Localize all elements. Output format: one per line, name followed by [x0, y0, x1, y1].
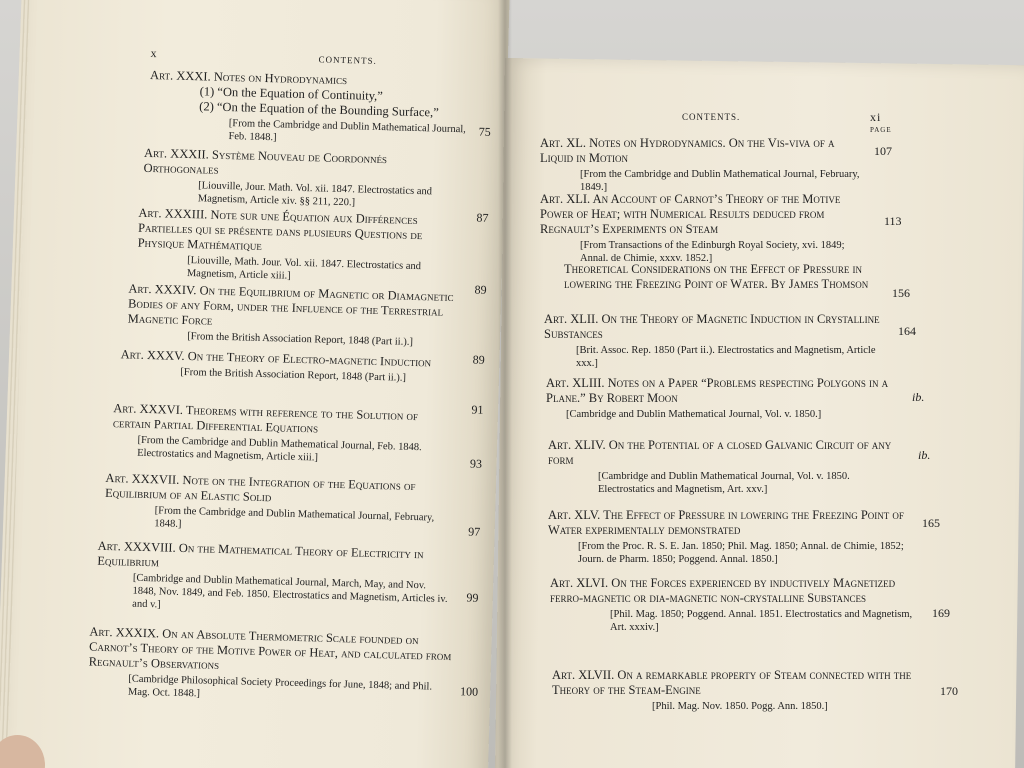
- entry-page: 75: [478, 124, 491, 139]
- entry-page: 97: [468, 524, 481, 539]
- left-entry-39: [88, 625, 455, 708]
- right-page-number: xi: [870, 110, 882, 124]
- entry-page: 165: [922, 516, 940, 530]
- right-entry-47: [552, 668, 932, 713]
- entry-reference: [Cambridge Philosophical Society Proceedings for June, 1848; and Phil. Mag. Oct. 1848.]: [127, 673, 433, 700]
- right-entry-44: [548, 438, 893, 496]
- entry-page: 170: [940, 684, 958, 698]
- left-entry-32: [143, 146, 464, 212]
- entry-reference: [From Transactions of the Edinburgh Royal Society, xvi. 1849; Annal. de Chimie, xxxv. 1852.]: [580, 240, 845, 264]
- entry-page: 169: [932, 606, 950, 620]
- right-entry-45: [548, 508, 920, 566]
- entry-title: Art. XXXVI. Theorems with reference to the Solution of certain Partial Differential Equations: [112, 401, 419, 436]
- left-entry-35: [120, 347, 461, 386]
- entry-reference: [From the Cambridge and Dublin Mathematical Journal, Feb. 1848.]: [228, 118, 466, 144]
- right-entry-40: [540, 136, 870, 194]
- entry-title: Art. XXXI. Notes on Hydrodynamics: [149, 67, 348, 88]
- entry-reference: [Cambridge and Dublin Mathematical Journal, March, May, and Nov. 1848, Nov. 1849, and Feb. 1850. Electrostatics and Magnetism, Articles iv. and v.]: [132, 572, 448, 611]
- entry-subline: (2) “On the Equation of the Bounding Surface,”: [199, 99, 439, 120]
- entry-title: Art. XXXIII. Note sur une Équation aux Différences Partielles qui se présente dans plusieurs Questions de Physique Mathématique: [137, 205, 423, 253]
- entry-title: Theoretical Considerations on the Effect of Pressure in lowering the Freezing Point of Water. By James Thomson: [564, 262, 869, 291]
- entry-title: Art. XXXIV. On the Equilibrium of Magnetic or Diamagnetic Bodies of any Form, under the Influence of the Terrestrial Magnetic Force: [127, 281, 454, 328]
- left-entry-33: [137, 206, 464, 287]
- right-entry-thomson: [564, 262, 884, 292]
- entry-reference: [From the British Association Report, 1848 (Part ii.).]: [187, 331, 414, 348]
- left-entry-31: [148, 68, 480, 150]
- page-column-label: PAGE: [870, 126, 892, 134]
- entry-title: Art. XXXII. Système Nouveau de Coordonnés Orthogonales: [143, 145, 388, 177]
- entry-page: 87: [476, 210, 489, 225]
- entry-reference: [Cambridge and Dublin Mathematical Journal, Vol. v. 1850. Electrostatics and Magnetism, Art. xxv.]: [598, 471, 850, 495]
- entry-title: Art. XLV. The Effect of Pressure in lowering the Freezing Point of Water experimentally demonstrated: [548, 508, 904, 537]
- entry-page: 156: [892, 286, 910, 300]
- entry-title: Art. XLI. An Account of Carnot’s Theory of the Motive Power of Heat; with Numerical Results deduced from Regnault’s Experiments on Steam: [540, 192, 841, 236]
- left-entry-38: [96, 539, 453, 619]
- entry-page: 113: [884, 214, 902, 228]
- entry-page: 164: [898, 324, 916, 338]
- entry-reference: [Liouville, Jour. Math. Vol. xii. 1847. Electrostatics and Magnetism, Article xiv. §§ 211, 220.]: [197, 180, 433, 209]
- entry-title: Art. XXXIX. On an Absolute Thermometric Scale founded on Carnot’s Theory of the Motive Power of Heat, and calculated from Regnault’s Observations: [88, 624, 452, 672]
- entry-reference: [Phil. Mag. Nov. 1850. Pogg. Ann. 1850.]: [652, 701, 828, 712]
- entry-title: Art. XXXV. On the Theory of Electro-magnetic Induction: [120, 347, 432, 370]
- entry-reference: [Liouville, Math. Jour. Vol. xii. 1847. Electrostatics and Magnetism, Article xiii.]: [186, 254, 422, 282]
- left-entry-36: [112, 401, 458, 468]
- entry-title: Art. XLIV. On the Potential of a closed Galvanic Circuit of any form: [548, 438, 892, 467]
- entry-reference: [From the British Association Report, 1848 (Part ii.).]: [180, 366, 407, 384]
- right-entry-43: [546, 376, 891, 421]
- entry-page: 89: [474, 282, 487, 297]
- entry-page: 93: [469, 456, 483, 471]
- right-page-header: CONTENTS.: [682, 112, 741, 122]
- left-page-number: x: [150, 45, 158, 61]
- left-entry-37: [104, 471, 455, 538]
- entry-reference: [From the Cambridge and Dublin Mathematical Journal, Feb. 1848. Electrostatics and Magnetism, Article xiii.]: [137, 434, 422, 464]
- entry-reference: [From the Cambridge and Dublin Mathematical Journal, February, 1848.]: [154, 505, 435, 530]
- entry-title: Art. XLII. On the Theory of Magnetic Induction in Crystalline Substances: [544, 312, 880, 341]
- entry-page: 89: [472, 352, 485, 367]
- entry-title: Art. XLVII. On a remarkable property of Steam connected with the Theory of the Steam-Engine: [552, 668, 912, 697]
- entry-title: Art. XLVI. On the Forces experienced by inductively Magnetized ferro-magnetic or dia-magnetic non-crystalline Substances: [550, 576, 896, 605]
- left-page-header: CONTENTS.: [318, 54, 377, 66]
- entry-page: ib.: [918, 448, 931, 462]
- entry-reference: [Cambridge and Dublin Mathematical Journal, Vol. v. 1850.]: [566, 409, 822, 420]
- entry-reference: [Phil. Mag. 1850; Poggend. Annal. 1851. Electrostatics and Magnetism, Art. xxxiv.]: [610, 609, 913, 633]
- entry-reference: [From the Cambridge and Dublin Mathematical Journal, February, 1849.]: [580, 169, 860, 193]
- entry-subline: (1) “On the Equation of Continuity,”: [199, 84, 383, 104]
- right-entry-41: [540, 192, 870, 265]
- entry-title: Art. XXXVII. Note on the Integration of the Equations of Equilibrium of an Elastic Solid: [104, 470, 416, 505]
- entry-page: 107: [874, 144, 892, 158]
- entry-page: ib.: [912, 390, 925, 404]
- entry-page: 100: [459, 684, 479, 699]
- entry-page: 91: [471, 402, 484, 417]
- entry-reference: [Brit. Assoc. Rep. 1850 (Part ii.). Electrostatics and Magnetism, Article xxx.]: [576, 345, 876, 369]
- right-entry-46: [550, 576, 928, 634]
- entry-title: Art. XLIII. Notes on a Paper “Problems respecting Polygons in a Plane.” By Robert Moon: [546, 376, 889, 405]
- entry-title: Art. XXXVIII. On the Mathematical Theory of Electricity in Equilibrium: [97, 538, 424, 570]
- entry-page: 99: [466, 590, 479, 605]
- entry-reference: [From the Proc. R. S. E. Jan. 1850; Phil. Mag. 1850; Annal. de Chimie, 1852; Journ. de Pharm. 1850; Poggend. Annal. 1850.]: [578, 541, 904, 565]
- entry-title: Art. XL. Notes on Hydrodynamics. On the Vis-viva of a Liquid in Motion: [540, 136, 835, 165]
- left-entry-34: [127, 281, 463, 350]
- right-entry-42: [544, 312, 884, 370]
